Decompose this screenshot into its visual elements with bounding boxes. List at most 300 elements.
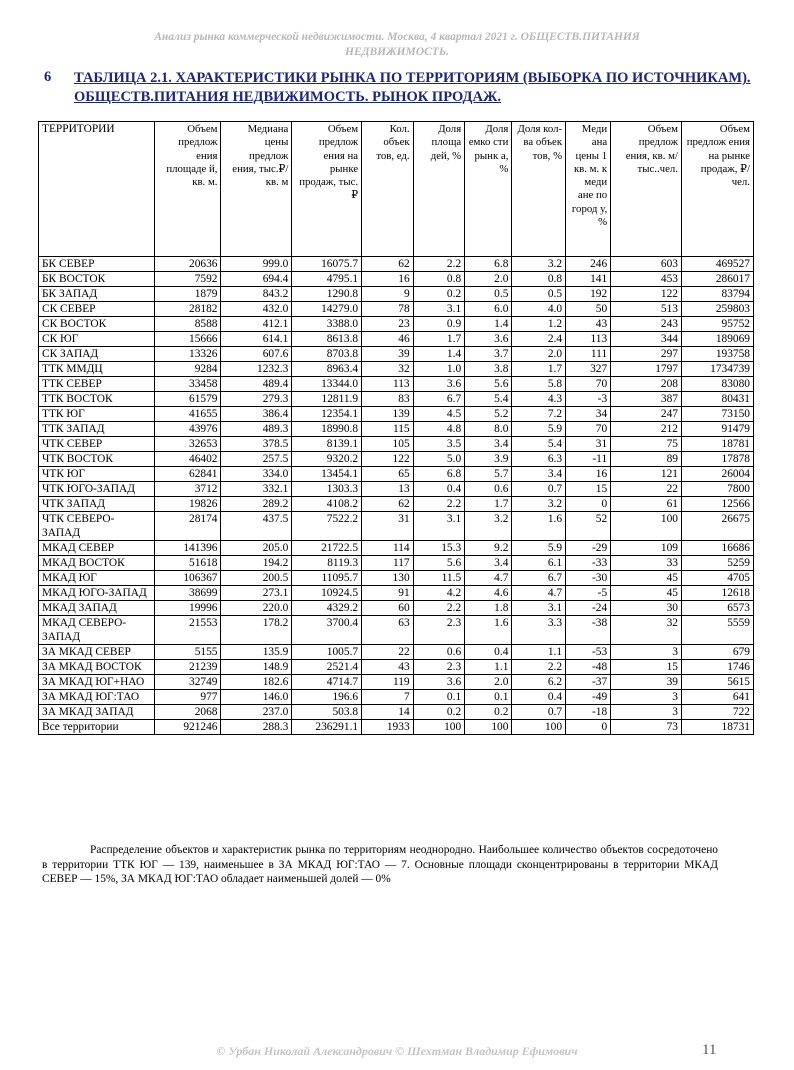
- value-cell: 1.1: [465, 660, 512, 675]
- value-cell: 14279.0: [292, 302, 362, 317]
- value-cell: 9.2: [465, 541, 512, 556]
- value-cell: 1.4: [465, 317, 512, 332]
- territory-cell: МКАД ЮГ: [39, 571, 155, 586]
- value-cell: 4.2: [413, 586, 465, 601]
- value-cell: 33: [611, 556, 682, 571]
- value-cell: 5615: [682, 675, 754, 690]
- value-cell: 3.4: [465, 437, 512, 452]
- table-row: [39, 645, 754, 660]
- table-title: ТАБЛИЦА 2.1. ХАРАКТЕРИСТИКИ РЫНКА ПО ТЕРРИТОРИЯМ (ВЫБОРКА ПО ИСТОЧНИКАМ). ОБЩЕСТВ.ПИТАНИЯ НЕДВИЖИМОСТЬ. РЫНОК ПРОДАЖ.: [74, 70, 751, 105]
- table-row: [39, 556, 754, 571]
- value-cell: 1.2: [512, 317, 566, 332]
- value-cell: 412.1: [221, 317, 292, 332]
- value-cell: 0.6: [413, 645, 465, 660]
- value-cell: 5259: [682, 556, 754, 571]
- territory-cell: МКАД СЕВЕРО-ЗАПАД: [39, 616, 155, 645]
- value-cell: -3: [566, 392, 611, 407]
- value-cell: 453: [611, 272, 682, 287]
- value-cell: 603: [611, 257, 682, 272]
- value-cell: 2.0: [465, 272, 512, 287]
- value-cell: 236291.1: [292, 720, 362, 735]
- value-cell: 106367: [154, 571, 221, 586]
- value-cell: 194.2: [221, 556, 292, 571]
- value-cell: 105: [362, 437, 414, 452]
- table-row: [39, 272, 754, 287]
- value-cell: 3.3: [512, 616, 566, 645]
- value-cell: 192: [566, 287, 611, 302]
- table-row: [39, 392, 754, 407]
- value-cell: 20636: [154, 257, 221, 272]
- value-cell: 70: [566, 422, 611, 437]
- value-cell: 999.0: [221, 257, 292, 272]
- running-header-line1: Анализ рынка коммерческой недвижимости. Москва, 4 квартал 2021 г. ОБЩЕСТВ.ПИТАНИЯ: [154, 31, 640, 43]
- territory-cell: ТТК СЕВЕР: [39, 377, 155, 392]
- table-row: [39, 287, 754, 302]
- value-cell: 4.5: [413, 407, 465, 422]
- table-row: [39, 407, 754, 422]
- value-cell: 8963.4: [292, 362, 362, 377]
- value-cell: 607.6: [221, 347, 292, 362]
- value-cell: 641: [682, 690, 754, 705]
- value-cell: 3: [611, 690, 682, 705]
- value-cell: 31: [362, 512, 414, 541]
- value-cell: 4795.1: [292, 272, 362, 287]
- value-cell: 13326: [154, 347, 221, 362]
- value-cell: 5.2: [465, 407, 512, 422]
- value-cell: 32: [362, 362, 414, 377]
- value-cell: 1.4: [413, 347, 465, 362]
- value-cell: 6.1: [512, 556, 566, 571]
- value-cell: 3.8: [465, 362, 512, 377]
- value-cell: 3.1: [512, 601, 566, 616]
- value-cell: 386.4: [221, 407, 292, 422]
- value-cell: 3.6: [413, 377, 465, 392]
- table-row: [39, 720, 754, 735]
- value-cell: 0.6: [465, 482, 512, 497]
- value-cell: 437.5: [221, 512, 292, 541]
- value-cell: 2.0: [512, 347, 566, 362]
- value-cell: 26675: [682, 512, 754, 541]
- value-cell: 977: [154, 690, 221, 705]
- value-cell: 0.5: [512, 287, 566, 302]
- value-cell: 65: [362, 467, 414, 482]
- value-cell: 5.4: [465, 392, 512, 407]
- value-cell: 12566: [682, 497, 754, 512]
- territory-cell: ЗА МКАД ЮГ:ТАО: [39, 690, 155, 705]
- value-cell: 14: [362, 705, 414, 720]
- value-cell: 91479: [682, 422, 754, 437]
- value-cell: 3388.0: [292, 317, 362, 332]
- value-cell: 15666: [154, 332, 221, 347]
- value-cell: 34: [566, 407, 611, 422]
- value-cell: -53: [566, 645, 611, 660]
- value-cell: 5559: [682, 616, 754, 645]
- table-row: [39, 317, 754, 332]
- table-row: [39, 512, 754, 541]
- value-cell: 289.2: [221, 497, 292, 512]
- value-cell: 135.9: [221, 645, 292, 660]
- value-cell: 9: [362, 287, 414, 302]
- territory-cell: Все территории: [39, 720, 155, 735]
- territory-cell: МКАД ЮГО-ЗАПАД: [39, 586, 155, 601]
- value-cell: -18: [566, 705, 611, 720]
- value-cell: 63: [362, 616, 414, 645]
- table-row: [39, 452, 754, 467]
- running-header-line2: НЕДВИЖИМОСТЬ.: [345, 46, 449, 58]
- value-cell: 2068: [154, 705, 221, 720]
- value-cell: 273.1: [221, 586, 292, 601]
- column-header: Объем предлож ения площаде й, кв. м.: [154, 122, 221, 257]
- value-cell: 43: [566, 317, 611, 332]
- value-cell: 13454.1: [292, 467, 362, 482]
- value-cell: 3.4: [512, 467, 566, 482]
- value-cell: 334.0: [221, 467, 292, 482]
- value-cell: 148.9: [221, 660, 292, 675]
- table-row: [39, 257, 754, 272]
- value-cell: 7522.2: [292, 512, 362, 541]
- value-cell: 178.2: [221, 616, 292, 645]
- value-cell: 45: [611, 571, 682, 586]
- value-cell: 75: [611, 437, 682, 452]
- value-cell: 113: [362, 377, 414, 392]
- territory-cell: ЧТК ЗАПАД: [39, 497, 155, 512]
- value-cell: 237.0: [221, 705, 292, 720]
- table-row: [39, 601, 754, 616]
- value-cell: 0.1: [413, 690, 465, 705]
- value-cell: 46: [362, 332, 414, 347]
- value-cell: 0.7: [512, 705, 566, 720]
- value-cell: 7800: [682, 482, 754, 497]
- table-row: [39, 586, 754, 601]
- territory-cell: ЗА МКАД ВОСТОК: [39, 660, 155, 675]
- value-cell: 83080: [682, 377, 754, 392]
- value-cell: 0.4: [413, 482, 465, 497]
- value-cell: 327: [566, 362, 611, 377]
- value-cell: 51618: [154, 556, 221, 571]
- value-cell: 6573: [682, 601, 754, 616]
- value-cell: 9320.2: [292, 452, 362, 467]
- value-cell: 83: [362, 392, 414, 407]
- value-cell: 5.9: [512, 422, 566, 437]
- value-cell: 212: [611, 422, 682, 437]
- value-cell: 6.7: [413, 392, 465, 407]
- value-cell: 3700.4: [292, 616, 362, 645]
- value-cell: 46402: [154, 452, 221, 467]
- value-cell: 6.2: [512, 675, 566, 690]
- value-cell: 0.8: [413, 272, 465, 287]
- value-cell: 109: [611, 541, 682, 556]
- value-cell: 0.4: [465, 645, 512, 660]
- value-cell: 4.8: [413, 422, 465, 437]
- value-cell: 1879: [154, 287, 221, 302]
- value-cell: -11: [566, 452, 611, 467]
- value-cell: 113: [566, 332, 611, 347]
- value-cell: 3.2: [512, 257, 566, 272]
- value-cell: 4108.2: [292, 497, 362, 512]
- territory-cell: МКАД СЕВЕР: [39, 541, 155, 556]
- value-cell: 100: [611, 512, 682, 541]
- value-cell: 45: [611, 586, 682, 601]
- column-header: Кол. объек тов, ед.: [362, 122, 414, 257]
- table-row: [39, 616, 754, 645]
- value-cell: 19996: [154, 601, 221, 616]
- value-cell: 0.9: [413, 317, 465, 332]
- value-cell: 3: [611, 705, 682, 720]
- territory-cell: ЧТК СЕВЕРО-ЗАПАД: [39, 512, 155, 541]
- value-cell: 12354.1: [292, 407, 362, 422]
- value-cell: 62: [362, 497, 414, 512]
- value-cell: 489.4: [221, 377, 292, 392]
- column-header: Меди ана цены 1 кв. м. к меди ане по город у, %: [566, 122, 611, 257]
- table-row: [39, 377, 754, 392]
- value-cell: 1.6: [512, 512, 566, 541]
- value-cell: 288.3: [221, 720, 292, 735]
- value-cell: 8139.1: [292, 437, 362, 452]
- value-cell: 28174: [154, 512, 221, 541]
- value-cell: 119: [362, 675, 414, 690]
- value-cell: 2.3: [413, 616, 465, 645]
- value-cell: 3712: [154, 482, 221, 497]
- value-cell: 80431: [682, 392, 754, 407]
- territory-cell: СК ВОСТОК: [39, 317, 155, 332]
- value-cell: 4.6: [465, 586, 512, 601]
- value-cell: 52: [566, 512, 611, 541]
- value-cell: 1303.3: [292, 482, 362, 497]
- table-row: [39, 332, 754, 347]
- territory-cell: ЗА МКАД СЕВЕР: [39, 645, 155, 660]
- value-cell: 15: [566, 482, 611, 497]
- value-cell: 1.7: [413, 332, 465, 347]
- territory-cell: ЧТК ЮГО-ЗАПАД: [39, 482, 155, 497]
- table-row: [39, 571, 754, 586]
- value-cell: 5155: [154, 645, 221, 660]
- value-cell: 3: [611, 645, 682, 660]
- table-row: [39, 302, 754, 317]
- value-cell: 100: [465, 720, 512, 735]
- value-cell: 7: [362, 690, 414, 705]
- table-body: [39, 257, 754, 735]
- value-cell: 23: [362, 317, 414, 332]
- value-cell: 246: [566, 257, 611, 272]
- value-cell: 205.0: [221, 541, 292, 556]
- value-cell: 243: [611, 317, 682, 332]
- value-cell: 8588: [154, 317, 221, 332]
- value-cell: 722: [682, 705, 754, 720]
- value-cell: 3.2: [465, 512, 512, 541]
- value-cell: 1.8: [465, 601, 512, 616]
- territory-cell: БК СЕВЕР: [39, 257, 155, 272]
- value-cell: 2.4: [512, 332, 566, 347]
- value-cell: 1.7: [512, 362, 566, 377]
- value-cell: 0.2: [413, 287, 465, 302]
- value-cell: 117: [362, 556, 414, 571]
- value-cell: 1.1: [512, 645, 566, 660]
- value-cell: 247: [611, 407, 682, 422]
- table-row: [39, 437, 754, 452]
- value-cell: 28182: [154, 302, 221, 317]
- summary-note: Распределение объектов и характеристик рынка по территориям неоднородно. Наибольшее количество объектов сосредоточено в территории ТТК ЮГ — 139, наименьшее в ЗА МКАД ЮГ:ТАО — 7. Основные площади сконцентрированы в территории МКАД СЕВЕР — 15%, ЗА МКАД ЮГ:ТАО обладает наименьшей долей — 0%: [42, 844, 718, 886]
- value-cell: -5: [566, 586, 611, 601]
- value-cell: 146.0: [221, 690, 292, 705]
- column-header: Доля площа дей, %: [413, 122, 465, 257]
- value-cell: 5.8: [512, 377, 566, 392]
- value-cell: 38699: [154, 586, 221, 601]
- territory-cell: ЗА МКАД ЗАПАД: [39, 705, 155, 720]
- value-cell: 7592: [154, 272, 221, 287]
- value-cell: 43: [362, 660, 414, 675]
- value-cell: 141: [566, 272, 611, 287]
- value-cell: 344: [611, 332, 682, 347]
- territory-cell: ТТК ВОСТОК: [39, 392, 155, 407]
- value-cell: 6.8: [465, 257, 512, 272]
- value-cell: 1.0: [413, 362, 465, 377]
- value-cell: 18731: [682, 720, 754, 735]
- value-cell: 220.0: [221, 601, 292, 616]
- value-cell: 62841: [154, 467, 221, 482]
- value-cell: 259803: [682, 302, 754, 317]
- value-cell: 3.7: [465, 347, 512, 362]
- value-cell: 5.0: [413, 452, 465, 467]
- value-cell: 31: [566, 437, 611, 452]
- value-cell: 5.9: [512, 541, 566, 556]
- value-cell: 8.0: [465, 422, 512, 437]
- territory-cell: СК ЮГ: [39, 332, 155, 347]
- value-cell: 2.2: [413, 257, 465, 272]
- value-cell: 22: [611, 482, 682, 497]
- value-cell: 2.2: [413, 497, 465, 512]
- value-cell: 83794: [682, 287, 754, 302]
- value-cell: 297: [611, 347, 682, 362]
- value-cell: 1.7: [465, 497, 512, 512]
- value-cell: 1.6: [465, 616, 512, 645]
- table-row: [39, 482, 754, 497]
- value-cell: 12811.9: [292, 392, 362, 407]
- value-cell: 2.2: [512, 660, 566, 675]
- value-cell: 78: [362, 302, 414, 317]
- column-header: Объем предлож ения, кв. м/ тыс..чел.: [611, 122, 682, 257]
- value-cell: 17878: [682, 452, 754, 467]
- value-cell: 4.0: [512, 302, 566, 317]
- value-cell: 11095.7: [292, 571, 362, 586]
- territory-cell: МКАД ВОСТОК: [39, 556, 155, 571]
- territory-cell: ЧТК СЕВЕР: [39, 437, 155, 452]
- value-cell: 208: [611, 377, 682, 392]
- value-cell: 189069: [682, 332, 754, 347]
- value-cell: 33458: [154, 377, 221, 392]
- value-cell: 432.0: [221, 302, 292, 317]
- value-cell: 378.5: [221, 437, 292, 452]
- value-cell: 3.1: [413, 512, 465, 541]
- value-cell: 1734739: [682, 362, 754, 377]
- value-cell: 3.1: [413, 302, 465, 317]
- value-cell: 257.5: [221, 452, 292, 467]
- value-cell: 26004: [682, 467, 754, 482]
- value-cell: -38: [566, 616, 611, 645]
- column-header: Доля кол-ва объек тов, %: [512, 122, 566, 257]
- value-cell: 8119.3: [292, 556, 362, 571]
- value-cell: 60: [362, 601, 414, 616]
- table-row: [39, 705, 754, 720]
- value-cell: 21553: [154, 616, 221, 645]
- territory-cell: СК СЕВЕР: [39, 302, 155, 317]
- value-cell: 5.6: [465, 377, 512, 392]
- value-cell: 0.1: [465, 690, 512, 705]
- value-cell: 6.3: [512, 452, 566, 467]
- value-cell: 3.6: [465, 332, 512, 347]
- value-cell: 32653: [154, 437, 221, 452]
- value-cell: 1746: [682, 660, 754, 675]
- value-cell: -24: [566, 601, 611, 616]
- value-cell: 4705: [682, 571, 754, 586]
- value-cell: 513: [611, 302, 682, 317]
- value-cell: 61: [611, 497, 682, 512]
- value-cell: 3.9: [465, 452, 512, 467]
- column-header: Доля емко сти рынк а, %: [465, 122, 512, 257]
- value-cell: 503.8: [292, 705, 362, 720]
- value-cell: 100: [413, 720, 465, 735]
- value-cell: 62: [362, 257, 414, 272]
- value-cell: 9284: [154, 362, 221, 377]
- value-cell: -48: [566, 660, 611, 675]
- value-cell: 8613.8: [292, 332, 362, 347]
- value-cell: 469527: [682, 257, 754, 272]
- column-header: Медиана цены предлож ения, тыс.₽/ кв. м: [221, 122, 292, 257]
- value-cell: 19826: [154, 497, 221, 512]
- value-cell: 921246: [154, 720, 221, 735]
- value-cell: 141396: [154, 541, 221, 556]
- value-cell: 89: [611, 452, 682, 467]
- value-cell: 2521.4: [292, 660, 362, 675]
- value-cell: 279.3: [221, 392, 292, 407]
- territory-cell: ЧТК ВОСТОК: [39, 452, 155, 467]
- value-cell: 0.4: [512, 690, 566, 705]
- value-cell: 13344.0: [292, 377, 362, 392]
- value-cell: -30: [566, 571, 611, 586]
- running-header: [60, 30, 734, 60]
- territory-cell: МКАД ЗАПАД: [39, 601, 155, 616]
- territory-cell: ТТК ММДЦ: [39, 362, 155, 377]
- value-cell: 18781: [682, 437, 754, 452]
- value-cell: 0.2: [413, 705, 465, 720]
- value-cell: 130: [362, 571, 414, 586]
- value-cell: 111: [566, 347, 611, 362]
- value-cell: 13: [362, 482, 414, 497]
- value-cell: 0.8: [512, 272, 566, 287]
- value-cell: 50: [566, 302, 611, 317]
- table-row: [39, 690, 754, 705]
- value-cell: 16686: [682, 541, 754, 556]
- value-cell: 0: [566, 720, 611, 735]
- table-row: [39, 660, 754, 675]
- table-header-row: [39, 122, 754, 257]
- value-cell: 2.2: [413, 601, 465, 616]
- value-cell: 11.5: [413, 571, 465, 586]
- value-cell: 1232.3: [221, 362, 292, 377]
- value-cell: 15: [611, 660, 682, 675]
- value-cell: 200.5: [221, 571, 292, 586]
- value-cell: 1005.7: [292, 645, 362, 660]
- value-cell: 5.7: [465, 467, 512, 482]
- value-cell: -29: [566, 541, 611, 556]
- value-cell: 8703.8: [292, 347, 362, 362]
- value-cell: 2.3: [413, 660, 465, 675]
- value-cell: 32749: [154, 675, 221, 690]
- value-cell: 2.0: [465, 675, 512, 690]
- value-cell: 489.3: [221, 422, 292, 437]
- value-cell: 182.6: [221, 675, 292, 690]
- value-cell: 32: [611, 616, 682, 645]
- value-cell: 196.6: [292, 690, 362, 705]
